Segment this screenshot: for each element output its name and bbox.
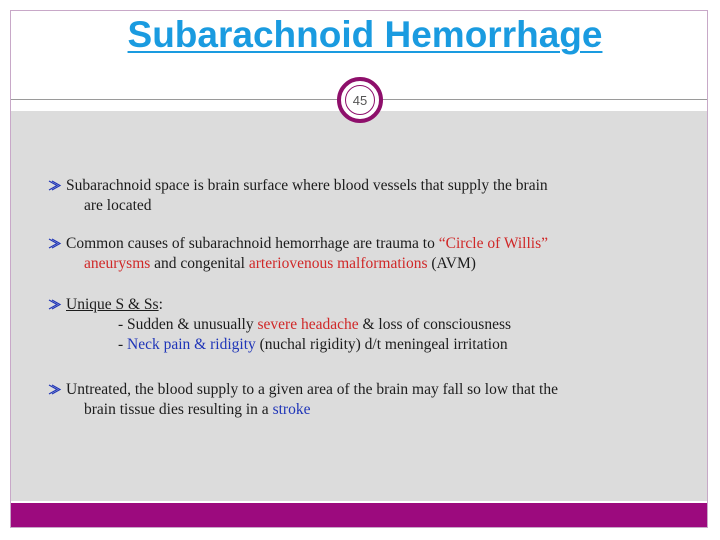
bullet-arrow-icon bbox=[48, 383, 62, 396]
circle-of-willis-term: “Circle of Willis” bbox=[438, 235, 549, 252]
page-number-badge bbox=[337, 77, 383, 123]
avm-term: arteriovenous malformations bbox=[248, 255, 428, 272]
heading-colon: : bbox=[158, 296, 163, 313]
sub-1-suffix: & loss of consciousness bbox=[358, 316, 512, 333]
bullet-2-connector: and congenital bbox=[150, 255, 249, 272]
bullet-arrow-icon bbox=[48, 237, 62, 250]
aneurysms-term: aneurysms bbox=[84, 255, 151, 272]
stroke-term: stroke bbox=[272, 401, 311, 418]
neck-pain-term: Neck pain & ridigity bbox=[127, 336, 256, 353]
bullet-3 bbox=[66, 295, 666, 355]
slide-title: Subarachnoid Hemorrhage bbox=[127, 14, 603, 55]
bullet-2-text: Common causes of subarachnoid hemorrhage are trauma to bbox=[66, 235, 439, 252]
bullet-2-abbrev: (AVM) bbox=[427, 255, 476, 272]
bullet-1 bbox=[66, 176, 666, 216]
footer-bar bbox=[11, 503, 707, 527]
bullet-1-line1: Subarachnoid space is brain surface where blood vessels that supply the brain bbox=[66, 177, 548, 194]
bullet-4-line1: Untreated, the blood supply to a given area of the brain may fall so low that the bbox=[66, 381, 558, 398]
bullet-1-line2: are located bbox=[84, 197, 152, 214]
page-number: 45 bbox=[345, 85, 375, 115]
bullet-2 bbox=[66, 234, 666, 274]
severe-headache-term: severe headache bbox=[257, 316, 359, 333]
unique-signs-heading: Unique S & Ss bbox=[66, 296, 159, 313]
bullet-arrow-icon bbox=[48, 298, 62, 311]
sub-1-prefix: - Sudden & unusually bbox=[118, 316, 258, 333]
bullet-4 bbox=[66, 380, 666, 420]
bullet-arrow-icon bbox=[48, 179, 62, 192]
sub-2-prefix: - bbox=[118, 336, 128, 353]
sub-2-suffix: (nuchal rigidity) d/t meningeal irritation bbox=[255, 336, 508, 353]
bullet-4-line2: brain tissue dies resulting in a bbox=[84, 401, 273, 418]
